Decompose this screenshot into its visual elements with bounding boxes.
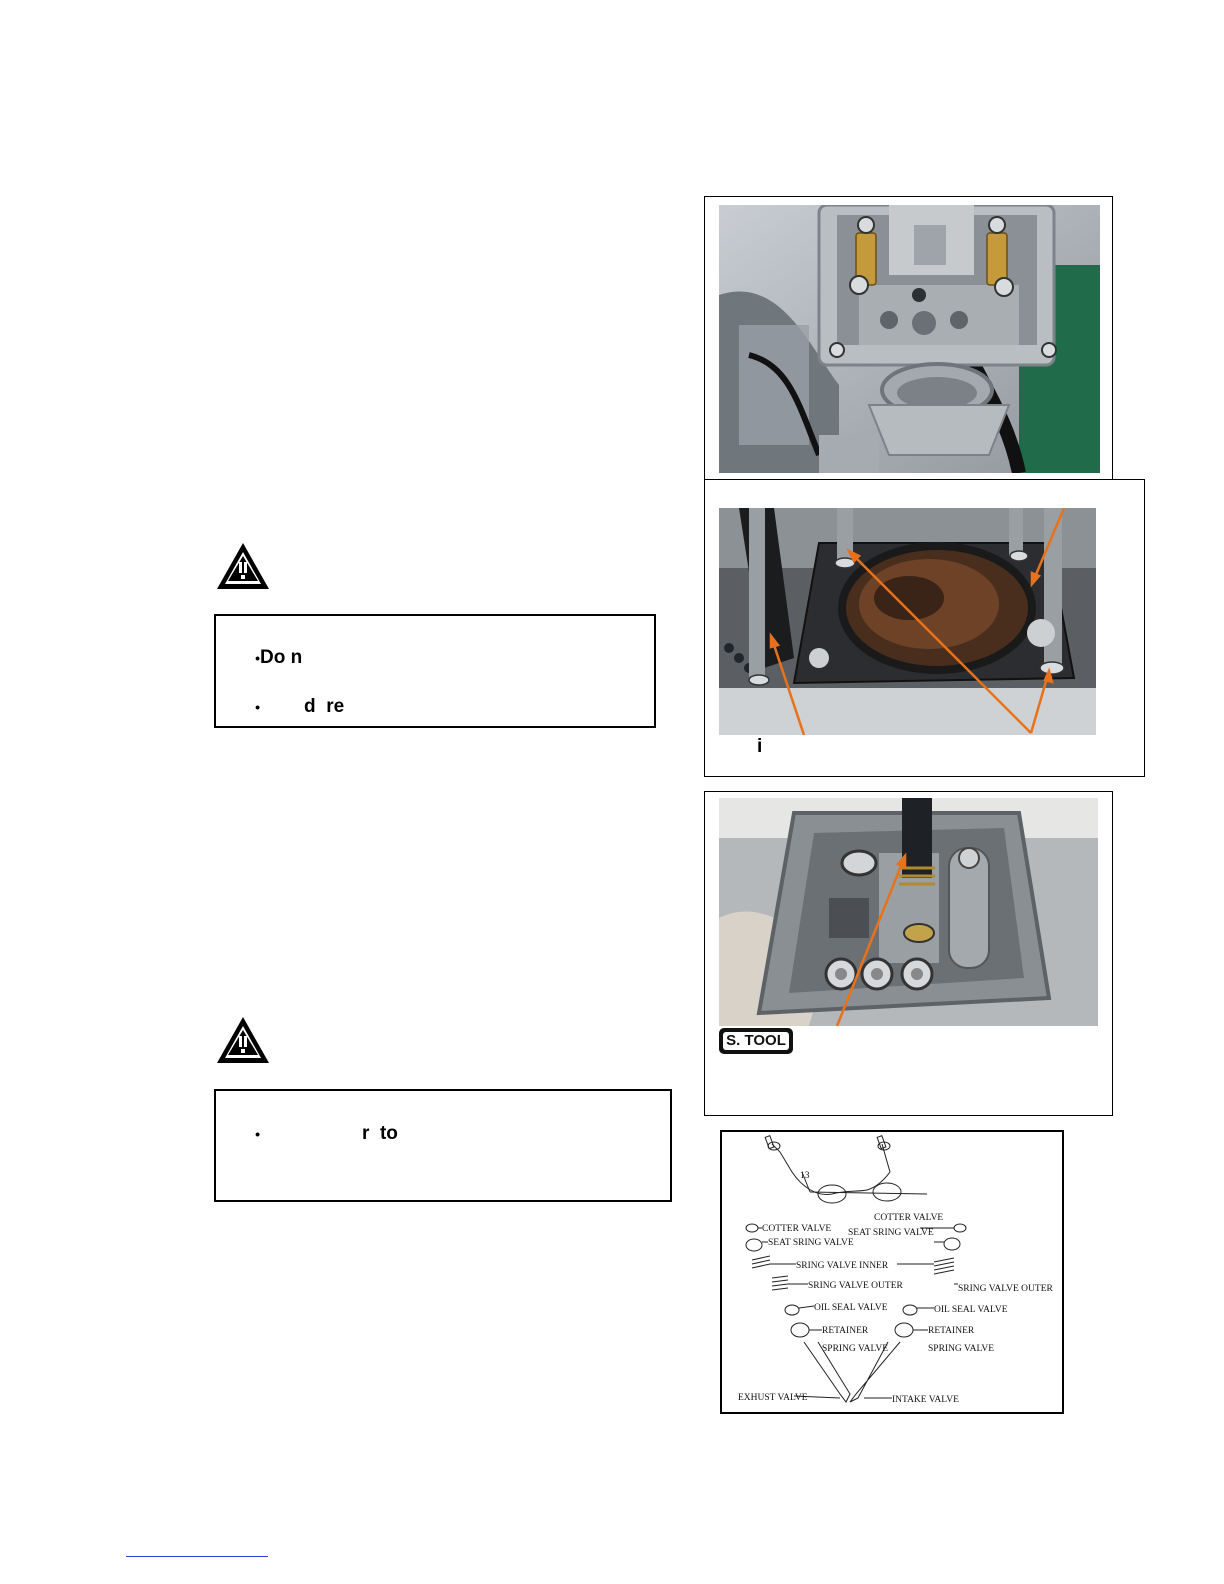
valve-exploded-diagram: [720, 1130, 1064, 1414]
valve-diagram-drawing: [722, 1132, 1062, 1412]
photo-frame: [704, 479, 1145, 777]
special-tool-badge: S. TOOL: [719, 1028, 793, 1054]
photo-caption: i: [757, 736, 763, 757]
diagram-label: SRING VALVE INNER: [796, 1261, 889, 1271]
cylinder-gasket-photo: [719, 508, 1096, 735]
caution-box: [214, 614, 656, 728]
photo-frame: [704, 791, 1113, 1116]
diagram-label: OIL SEAL VALVE: [814, 1303, 888, 1313]
diagram-label: SPRING VALVE: [822, 1344, 889, 1354]
diagram-label: SEAT SRING VALVE: [768, 1238, 854, 1248]
diagram-label: RETAINER: [928, 1326, 975, 1336]
diagram-number-label: 13: [800, 1171, 810, 1181]
footer-link[interactable]: [126, 1556, 268, 1557]
warning-triangle-icon: [214, 1014, 272, 1066]
caution-box: [214, 1089, 672, 1202]
diagram-label: COTTER VALVE: [762, 1224, 832, 1234]
caution-line: Do n: [260, 647, 303, 668]
diagram-label: INTAKE VALVE: [892, 1395, 959, 1405]
diagram-label: SRING VALVE OUTER: [958, 1284, 1053, 1294]
diagram-label: COTTER VALVE: [874, 1213, 944, 1223]
diagram-label: SRING VALVE OUTER: [808, 1281, 903, 1291]
diagram-label: OIL SEAL VALVE: [934, 1305, 1008, 1315]
bullet: •: [255, 650, 261, 666]
photo-frame: [704, 196, 1113, 480]
warning-triangle-icon: [214, 540, 272, 592]
diagram-label: SEAT SRING VALVE: [848, 1228, 934, 1238]
diagram-label: EXHUST VALVE: [738, 1393, 808, 1403]
bullet: •: [255, 699, 261, 715]
caution-line: d re: [304, 696, 345, 717]
diagram-label: RETAINER: [822, 1326, 869, 1336]
caution-line: r to: [362, 1123, 398, 1144]
bullet: •: [255, 1126, 261, 1142]
cylinder-head-photo: [719, 205, 1100, 473]
valve-spring-compressor-photo: [719, 798, 1098, 1026]
diagram-label: SPRING VALVE: [928, 1344, 995, 1354]
